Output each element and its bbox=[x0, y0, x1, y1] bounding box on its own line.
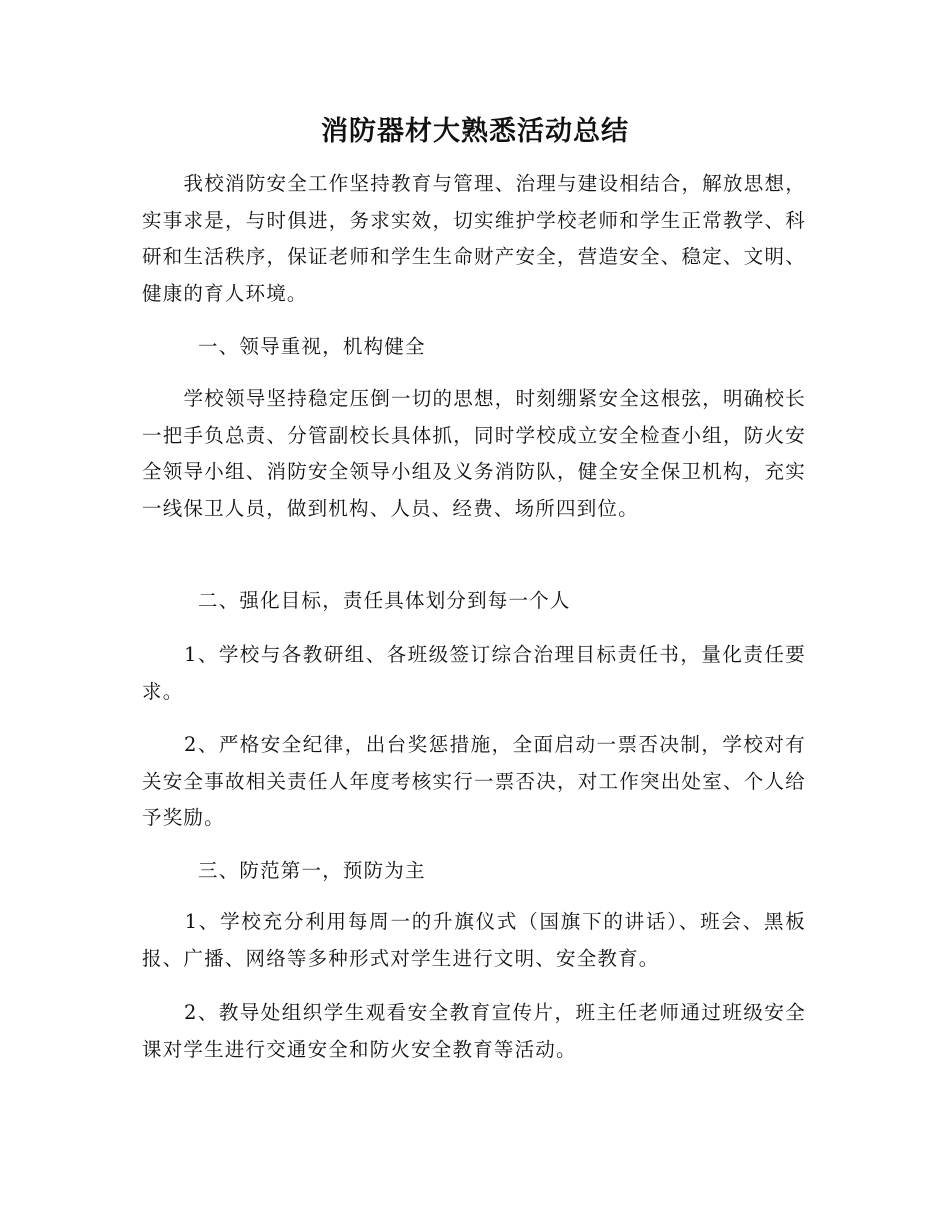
paragraph-target-1: 1、学校与各教研组、各班级签订综合治理目标责任书，量化责任要求。 bbox=[142, 643, 806, 703]
paragraph-intro: 我校消防安全工作坚持教育与管理、治理与建设相结合，解放思想，实事求是，与时俱进，务求实效，切实维护学校老师和学生正常教学、科研和生活秩序，保证老师和学生生命财产安全，营造安全、稳定、文明、健康的育人环境。 bbox=[142, 172, 806, 305]
paragraph-prevention-2: 2、教导处组织学生观看安全教育宣传片，班主任老师通过班级安全课对学生进行交通安全和防火安全教育等活动。 bbox=[142, 1001, 806, 1061]
paragraph-prevention-1: 1、学校充分利用每周一的升旗仪式（国旗下的讲话）、班会、黑板报、广播、网络等多种形式对学生进行文明、安全教育。 bbox=[142, 910, 806, 970]
section-heading-1: 一、领导重视，机构健全 bbox=[198, 335, 426, 358]
section-heading-2: 二、强化目标，责任具体划分到每一个人 bbox=[198, 589, 571, 612]
document-title: 消防器材大熟悉活动总结 bbox=[321, 116, 629, 147]
paragraph-leadership: 学校领导坚持稳定压倒一切的思想，时刻绷紧安全这根弦，明确校长一把手负总责、分管副校长具体抓，同时学校成立安全检查小组，防火安全领导小组、消防安全领导小组及义务消防队，健全安全保卫机构，充实一线保卫人员，做到机构、人员、经费、场所四到位。 bbox=[142, 387, 806, 520]
paragraph-target-2: 2、严格安全纪律，出台奖惩措施，全面启动一票否决制，学校对有关安全事故相关责任人年度考核实行一票否决，对工作突出处室、个人给予奖励。 bbox=[142, 733, 806, 829]
section-heading-3: 三、防范第一，预防为主 bbox=[198, 859, 426, 882]
